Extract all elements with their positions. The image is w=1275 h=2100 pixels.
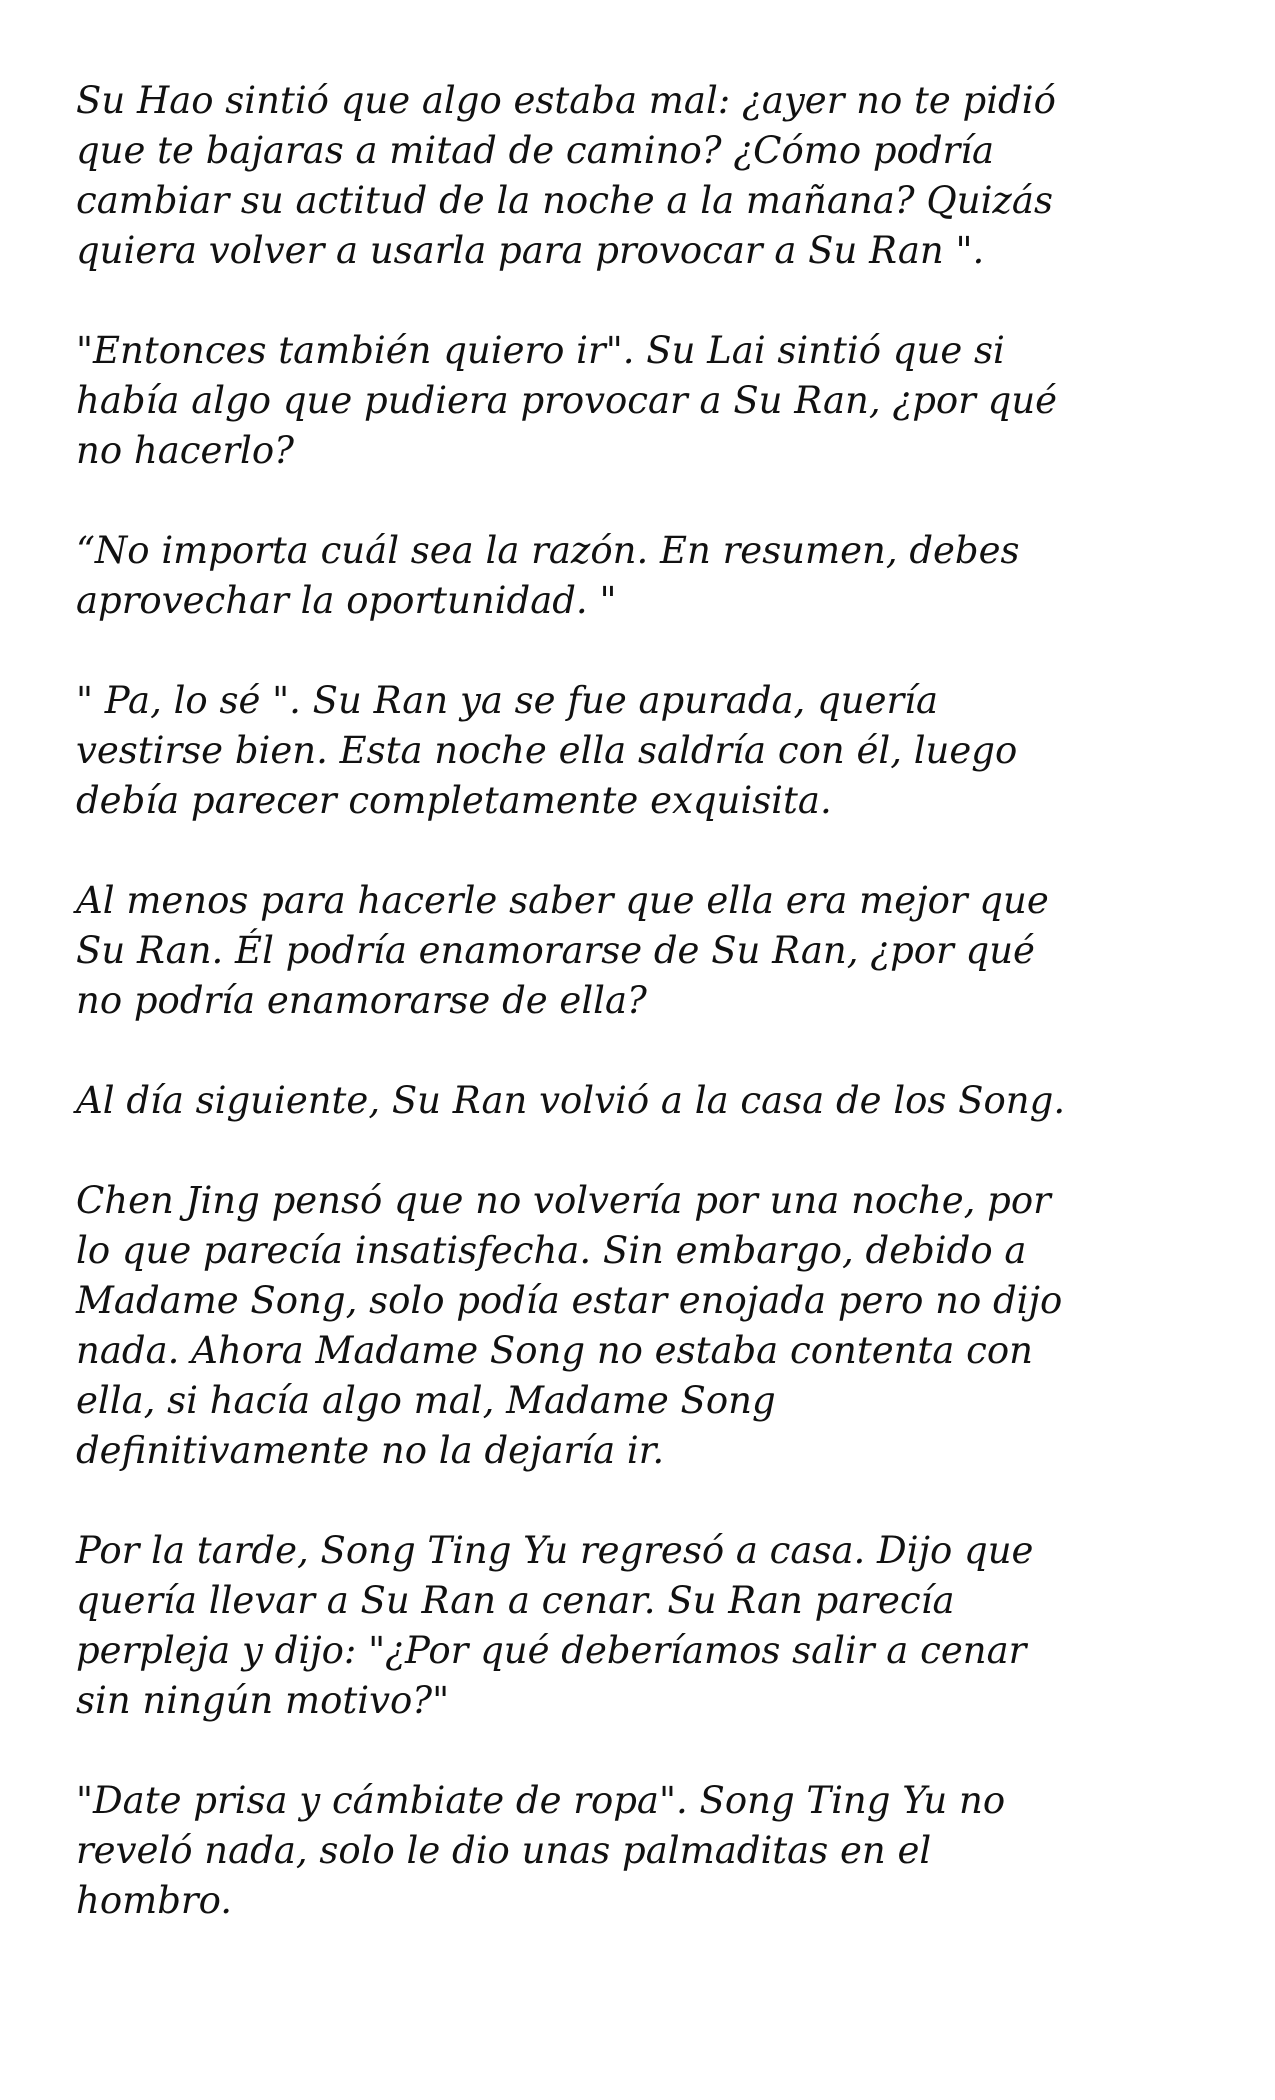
paragraph-1: Su Hao sintió que algo estaba mal: ¿ayer no te pidió que te bajaras a mitad de camino? ¿Cómo podría cambiar su actitud de la noche a la mañana? Quizás quiera volver a usarla para provocar a Su Ran ". [76, 79, 1056, 272]
paragraph-3: “No importa cuál sea la razón. En resumen, debes aprovechar la oportunidad. " [76, 529, 1020, 622]
paragraph-2: "Entonces también quiero ir". Su Lai sintió que si había algo que pudiera provocar a Su Ran, ¿por qué no hacerlo? [76, 329, 1058, 472]
paragraph-7: Chen Jing pensó que no volvería por una noche, por lo que parecía insatisfecha. Sin embargo, debido a Madame Song, solo podía estar enojada pero no dijo nada. Ahora Madame Song no estaba contenta con ella, si hacía algo mal, Madame Song definitivamente no la dejaría ir. [76, 1179, 1063, 1472]
paragraph-8: Por la tarde, Song Ting Yu regresó a casa. Dijo que quería llevar a Su Ran a cenar. Su Ran parecía perpleja y dijo: "¿Por qué deberíamos salir a cenar sin ningún motivo?" [76, 1529, 1034, 1722]
paragraph-6: Al día siguiente, Su Ran volvió a la casa de los Song. [76, 1079, 1066, 1122]
paragraph-4: " Pa, lo sé ". Su Ran ya se fue apurada, quería vestirse bien. Esta noche ella saldría con él, luego debía parecer completamente exquisita. [76, 679, 1018, 822]
document-page [76, 76, 1216, 1976]
paragraph-5: Al menos para hacerle saber que ella era mejor que Su Ran. Él podría enamorarse de Su Ran, ¿por qué no podría enamorarse de ella? [76, 879, 1049, 1022]
paragraph-9: "Date prisa y cámbiate de ropa". Song Ting Yu no reveló nada, solo le dio unas palmaditas en el hombro. [76, 1779, 1006, 1922]
